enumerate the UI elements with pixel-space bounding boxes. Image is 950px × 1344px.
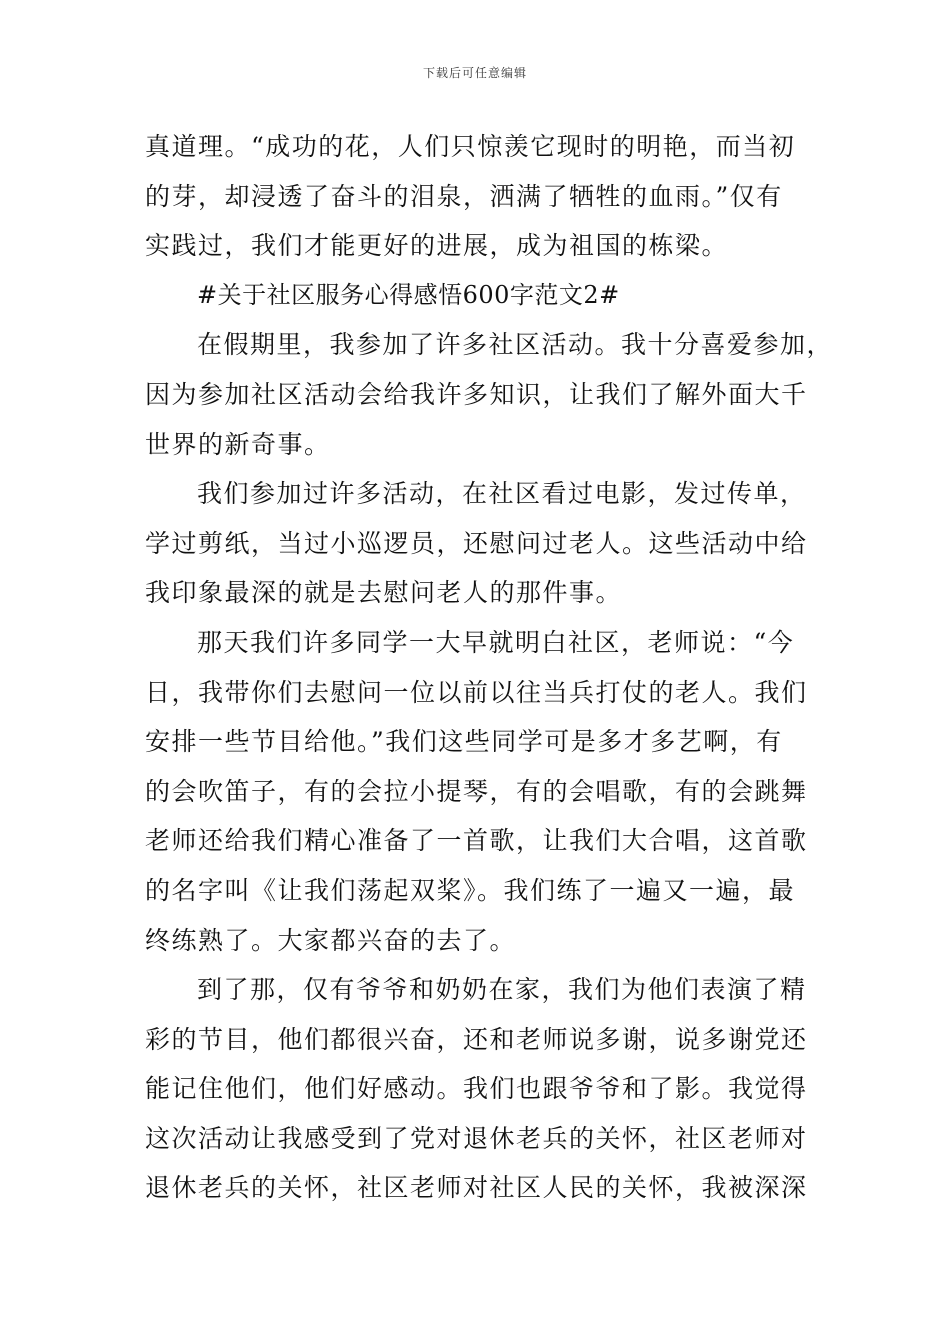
- text-line: 实践过，我们才能更好的进展，成为祖国的栋梁。: [145, 231, 729, 261]
- text-line: 的会吹笛子，有的会拉小提琴，有的会唱歌，有的会跳舞: [145, 776, 808, 806]
- text-line: 安排一些节目给他。”我们这些同学可是多才多艺啊，有: [145, 727, 783, 757]
- paragraph-start-line: 在假期里，我参加了许多社区活动。我十分喜爱参加，: [197, 330, 834, 360]
- section-heading: #关于社区服务心得感悟600字范文2#: [197, 280, 620, 309]
- page-header: 下载后可任意编辑: [422, 66, 527, 80]
- text-line: 老师还给我们精心准备了一首歌，让我们大合唱，这首歌: [145, 826, 808, 856]
- text-line: 真道理。“成功的花，人们只惊羡它现时的明艳，而当初: [145, 132, 796, 161]
- paragraph-start-line: 我们参加过许多活动，在社区看过电影，发过传单，: [197, 479, 807, 509]
- text-line: 这次活动让我感受到了党对退休老兵的关怀，社区老师对: [145, 1123, 808, 1153]
- paragraph-start-line: 那天我们许多同学一大早就明白社区，老师说：“今: [197, 627, 795, 657]
- text-line: 的芽，却浸透了奋斗的泪泉，洒满了牺牲的血雨。”仅有: [145, 181, 783, 211]
- text-line: 退休老兵的关怀，社区老师对社区人民的关怀，我被深深: [145, 1173, 808, 1203]
- text-line: 我印象最深的就是去慰问老人的那件事。: [145, 578, 623, 608]
- text-line: 因为参加社区活动会给我许多知识，让我们了解外面大千: [145, 379, 808, 409]
- text-line: 世界的新奇事。: [145, 429, 331, 459]
- text-line: 日，我带你们去慰问一位以前以往当兵打仗的老人。我们: [145, 677, 808, 707]
- text-line: 终练熟了。大家都兴奋的去了。: [145, 925, 517, 955]
- text-line: 学过剪纸，当过小巡逻员，还慰问过老人。这些活动中给: [145, 528, 808, 558]
- document-body: [145, 122, 834, 1213]
- paragraph-start-line: 到了那，仅有爷爷和奶奶在家，我们为他们表演了精: [197, 975, 807, 1005]
- text-line: 的名字叫《让我们荡起双桨》。我们练了一遍又一遍，最: [145, 875, 796, 905]
- text-line: 能记住他们，他们好感动。我们也跟爷爷和了影。我觉得: [145, 1074, 808, 1104]
- text-line: 彩的节目，他们都很兴奋，还和老师说多谢，说多谢党还: [145, 1024, 808, 1054]
